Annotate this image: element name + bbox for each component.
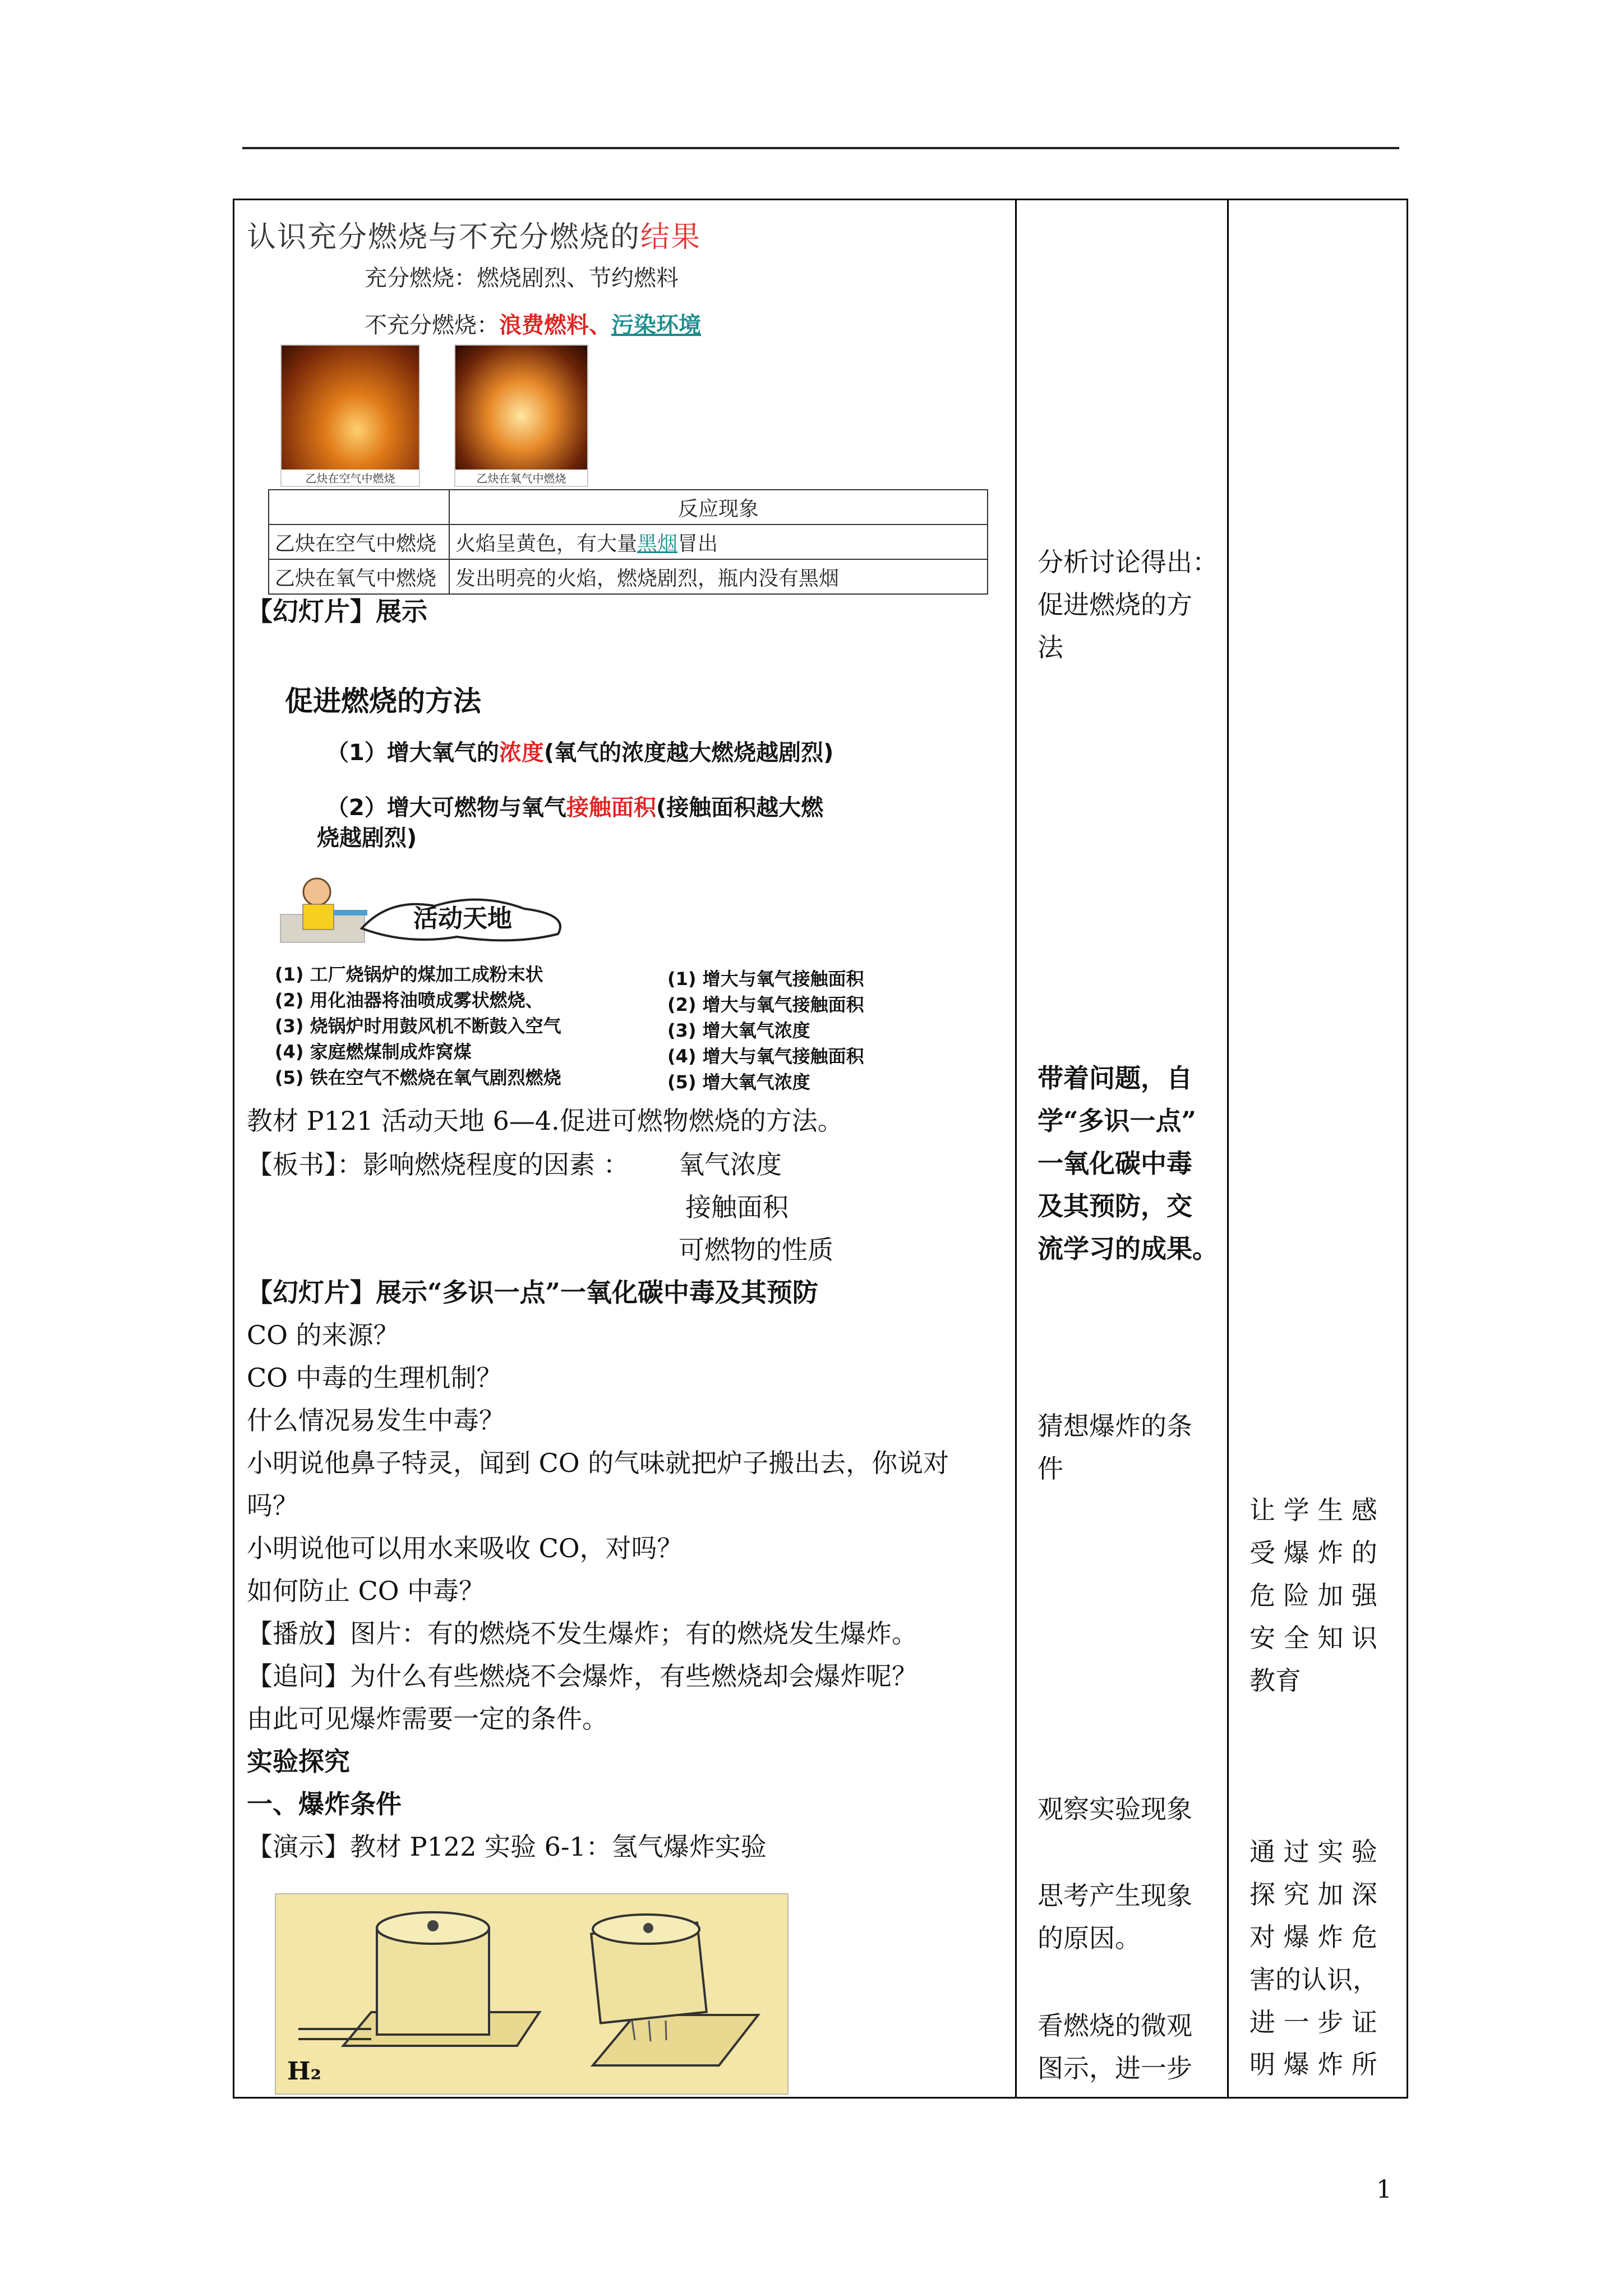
col3-line: 探 究 加 深	[1249, 1879, 1377, 1910]
col3-line: 受 爆 炸 的	[1249, 1537, 1377, 1568]
col3-line: 安 全 知 识	[1249, 1622, 1377, 1653]
slide1-incomplete-combustion: 不充分燃烧：浪费燃料、污染环境	[365, 312, 701, 338]
explore-heading: 实验探究	[247, 1746, 350, 1777]
col2-line: 观察实验现象	[1038, 1794, 1192, 1824]
col2-block-f	[1038, 2005, 1192, 2090]
col3-line: 对 爆 炸 危	[1249, 1921, 1377, 1952]
section-heading: 一、爆炸条件	[247, 1789, 402, 1819]
acetylene-air-photo	[280, 344, 420, 487]
col2-block-c	[1038, 1405, 1192, 1490]
slide-show-label: 【幻灯片】展示	[247, 596, 427, 627]
col3-line: 通 过 实 验	[1249, 1837, 1377, 1867]
hydrogen-experiment-image	[275, 1893, 789, 2095]
activity-left-5: (5) 铁在空气不燃烧在氧气剧烈燃烧	[275, 1067, 561, 1088]
question-4a: 小明说他鼻子特灵，闻到 CO 的气味就把炉子搬出去，你说对	[247, 1448, 949, 1478]
ask-line: 【追问】为什么有些燃烧不会爆炸，有些燃烧却会爆炸呢？	[247, 1661, 917, 1691]
slide2-item2: （2）增大可燃物与氧气接触面积(接触面积越大燃	[326, 795, 824, 821]
col3-line: 明 爆 炸 所	[1249, 2049, 1377, 2080]
col2-block-e	[1038, 1875, 1192, 1960]
col2-block-b	[1038, 1057, 1218, 1270]
row1-label: 乙炔在空气中燃烧	[269, 524, 449, 559]
experiment-drawing	[276, 1894, 787, 2093]
activity-left-2: (2) 用化油器将油喷成雾状燃烧、	[275, 990, 543, 1011]
slide1-title: 认识充分燃烧与不充分燃烧的结果	[247, 220, 702, 254]
activity-right-3: (3) 增大氧气浓度	[667, 1020, 810, 1041]
col2-line: 一氧化碳中毒	[1038, 1148, 1192, 1179]
column-divider-1	[1015, 199, 1017, 2099]
col2-block-d	[1038, 1788, 1192, 1831]
col3-block-b	[1249, 1831, 1378, 2086]
col2-line: 法	[1038, 632, 1063, 662]
column-divider-2	[1227, 199, 1229, 2099]
col3-line: 教育	[1249, 1665, 1301, 1696]
slide2-item1: （1）增大氧气的浓度(氧气的浓度越大燃烧越剧烈)	[326, 740, 834, 766]
question-4b: 吗？	[247, 1490, 298, 1521]
question-1: CO 的来源？	[247, 1320, 399, 1350]
col2-line: 看燃烧的微观	[1038, 2010, 1192, 2041]
activity-badge	[278, 875, 580, 948]
row2-text: 发出明亮的火焰，燃烧剧烈，瓶内没有黑烟	[449, 559, 988, 594]
col3-line: 害的认识，	[1249, 1964, 1378, 1995]
activity-left-3: (3) 烧锅炉时用鼓风机不断鼓入空气	[275, 1015, 561, 1037]
col2-block-a	[1038, 541, 1218, 669]
board-label: 【板书】：影响燃烧程度的因素 ：	[247, 1149, 629, 1180]
row1-text: 火焰呈黄色，有大量黑烟冒出	[449, 524, 988, 559]
board-item-2: 接触面积	[685, 1192, 789, 1222]
acetylene-oxygen-photo	[454, 344, 588, 487]
conclude-line: 由此可见爆炸需要一定的条件。	[247, 1704, 608, 1734]
col2-line: 及其预防，交	[1038, 1190, 1192, 1221]
question-5: 小明说他可以用水来吸收 CO，对吗？	[247, 1533, 683, 1563]
play-line: 【播放】图片：有的燃烧不发生爆炸；有的燃烧发生爆炸。	[247, 1618, 917, 1649]
activity-right-5: (5) 增大氧气浓度	[667, 1071, 810, 1093]
col2-line: 促进燃烧的方	[1038, 589, 1192, 620]
h2-label: H₂	[287, 2057, 321, 2086]
col3-line: 危 险 加 强	[1249, 1580, 1377, 1611]
col2-line: 猜想爆炸的条	[1038, 1411, 1192, 1441]
col2-line: 分析讨论得出：	[1038, 547, 1218, 577]
col3-line: 让 学 生 感	[1249, 1495, 1377, 1525]
slide2-title: 促进燃烧的方法	[285, 685, 481, 717]
phenomenon-header: 反应现象	[449, 490, 988, 524]
activity-right-1: (1) 增大与氧气接触面积	[667, 968, 864, 990]
question-3: 什么情况易发生中毒？	[247, 1405, 505, 1435]
activity-right-4: (4) 增大与氧气接触面积	[667, 1046, 864, 1067]
activity-badge-label: 活动天地	[413, 904, 512, 933]
question-2: CO 中毒的生理机制？	[247, 1363, 502, 1393]
col3-line: 进 一 步 证	[1249, 2007, 1377, 2037]
header-rule	[242, 147, 1399, 149]
col2-line: 的原因。	[1038, 1922, 1141, 1953]
activity-left-1: (1) 工厂烧锅炉的煤加工成粉末状	[275, 964, 543, 985]
slide3-label: 【幻灯片】展示“多识一点”一氧化碳中毒及其预防	[247, 1277, 818, 1308]
page-number: 1	[1376, 2175, 1392, 2204]
col3-block-a	[1249, 1489, 1377, 1702]
board-item-3: 可燃物的性质	[679, 1235, 833, 1265]
demo-line: 【演示】教材 P122 实验 6-1：氢气爆炸实验	[247, 1832, 767, 1862]
col2-line: 件	[1038, 1453, 1063, 1484]
phenomenon-table	[268, 489, 988, 595]
activity-right-2: (2) 增大与氧气接触面积	[667, 994, 864, 1015]
photo-caption: 乙炔在空气中燃烧	[282, 470, 419, 486]
col2-line: 思考产生现象	[1038, 1880, 1192, 1911]
slide2-item2-cont: 烧越剧烈)	[317, 825, 417, 851]
col2-line: 带着问题，自	[1038, 1063, 1192, 1093]
col2-line: 学“多识一点”	[1038, 1105, 1196, 1136]
question-6: 如何防止 CO 中毒？	[247, 1576, 485, 1606]
photo-caption: 乙炔在氧气中燃烧	[455, 470, 587, 486]
col2-line: 图示，进一步	[1038, 2053, 1192, 2083]
row2-label: 乙炔在氧气中燃烧	[269, 559, 449, 594]
slide1-full-combustion: 充分燃烧：燃烧剧烈、节约燃料	[365, 265, 679, 291]
board-item-1: 氧气浓度	[679, 1149, 782, 1180]
activity-left-4: (4) 家庭燃煤制成炸窝煤	[275, 1041, 472, 1062]
textbook-line: 教材 P121 活动天地 6—4.促进可燃物燃烧的方法。	[247, 1106, 843, 1136]
col2-line: 流学习的成果。	[1038, 1233, 1218, 1264]
